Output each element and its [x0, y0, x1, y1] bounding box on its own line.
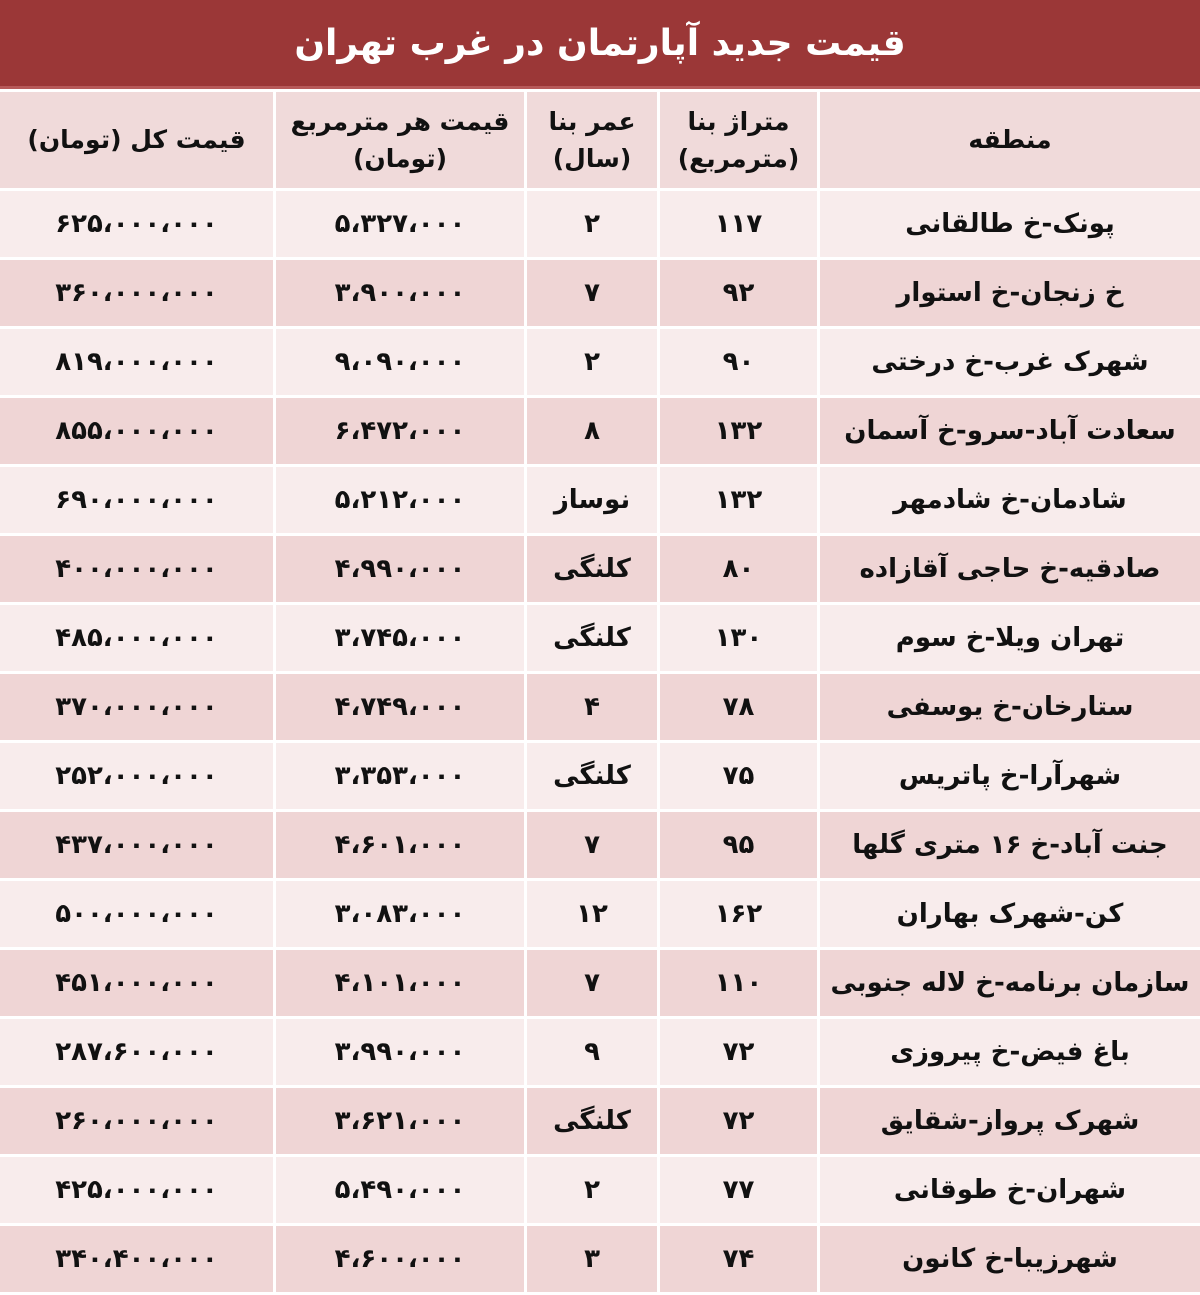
- table-row: [0, 191, 1200, 257]
- cell-price-per-sqm: ۵،۳۲۷،۰۰۰: [276, 191, 524, 257]
- cell-price-per-sqm: ۳،۹۰۰،۰۰۰: [276, 260, 524, 326]
- cell-area: ۷۴: [660, 1226, 817, 1292]
- cell-total-price: ۳۷۰،۰۰۰،۰۰۰: [0, 674, 273, 740]
- cell-price-per-sqm: ۳،۰۸۳،۰۰۰: [276, 881, 524, 947]
- cell-total-price: ۳۴۰،۴۰۰،۰۰۰: [0, 1226, 273, 1292]
- cell-total-price: ۸۱۹،۰۰۰،۰۰۰: [0, 329, 273, 395]
- cell-age: ۷: [527, 812, 657, 878]
- cell-region: باغ فیض-خ پیروزی: [820, 1019, 1200, 1085]
- cell-area: ۱۳۲: [660, 398, 817, 464]
- cell-age: ۲: [527, 1157, 657, 1223]
- table-row: [0, 260, 1200, 326]
- table-row: [0, 329, 1200, 395]
- cell-area: ۱۳۲: [660, 467, 817, 533]
- cell-total-price: ۶۲۵،۰۰۰،۰۰۰: [0, 191, 273, 257]
- cell-total-price: ۲۶۰،۰۰۰،۰۰۰: [0, 1088, 273, 1154]
- cell-price-per-sqm: ۳،۳۵۳،۰۰۰: [276, 743, 524, 809]
- cell-age: ۹: [527, 1019, 657, 1085]
- table-row: [0, 674, 1200, 740]
- cell-price-per-sqm: ۳،۹۹۰،۰۰۰: [276, 1019, 524, 1085]
- cell-price-per-sqm: ۳،۷۴۵،۰۰۰: [276, 605, 524, 671]
- cell-age: ۸: [527, 398, 657, 464]
- table-row: [0, 950, 1200, 1016]
- cell-price-per-sqm: ۴،۶۰۱،۰۰۰: [276, 812, 524, 878]
- cell-region: ستارخان-خ یوسفی: [820, 674, 1200, 740]
- cell-age: کلنگی: [527, 536, 657, 602]
- table-title: قیمت جدید آپارتمان در غرب تهران: [0, 0, 1200, 89]
- table-row: [0, 398, 1200, 464]
- table-row: [0, 1157, 1200, 1223]
- cell-price-per-sqm: ۴،۶۰۰،۰۰۰: [276, 1226, 524, 1292]
- header-total-price: قیمت کل (تومان): [0, 92, 273, 188]
- cell-age: ۳: [527, 1226, 657, 1292]
- table-row: [0, 605, 1200, 671]
- cell-age: ۲: [527, 191, 657, 257]
- cell-region: جنت آباد-خ ۱۶ متری گلها: [820, 812, 1200, 878]
- cell-age: ۱۲: [527, 881, 657, 947]
- cell-total-price: ۶۹۰،۰۰۰،۰۰۰: [0, 467, 273, 533]
- cell-total-price: ۴۳۷،۰۰۰،۰۰۰: [0, 812, 273, 878]
- cell-region: کن-شهرک بهاران: [820, 881, 1200, 947]
- cell-region: خ زنجان-خ استوار: [820, 260, 1200, 326]
- table-row: [0, 536, 1200, 602]
- cell-total-price: ۲۸۷،۶۰۰،۰۰۰: [0, 1019, 273, 1085]
- cell-age: ۷: [527, 260, 657, 326]
- cell-age: ۲: [527, 329, 657, 395]
- cell-region: شهرک پرواز-شقایق: [820, 1088, 1200, 1154]
- cell-age: ۷: [527, 950, 657, 1016]
- table-row: [0, 881, 1200, 947]
- cell-area: ۷۲: [660, 1019, 817, 1085]
- cell-area: ۷۵: [660, 743, 817, 809]
- cell-area: ۸۰: [660, 536, 817, 602]
- cell-region: شادمان-خ شادمهر: [820, 467, 1200, 533]
- header-price-per-sqm: قیمت هر مترمربع (تومان): [276, 92, 524, 188]
- cell-price-per-sqm: ۵،۲۱۲،۰۰۰: [276, 467, 524, 533]
- cell-region: شهرآرا-خ پاتریس: [820, 743, 1200, 809]
- cell-total-price: ۴۰۰،۰۰۰،۰۰۰: [0, 536, 273, 602]
- cell-age: کلنگی: [527, 1088, 657, 1154]
- table-row: [0, 1088, 1200, 1154]
- cell-region: سازمان برنامه-خ لاله جنوبی: [820, 950, 1200, 1016]
- table-row: [0, 467, 1200, 533]
- cell-total-price: ۳۶۰،۰۰۰،۰۰۰: [0, 260, 273, 326]
- cell-area: ۷۷: [660, 1157, 817, 1223]
- cell-age: نوساز: [527, 467, 657, 533]
- cell-price-per-sqm: ۴،۷۴۹،۰۰۰: [276, 674, 524, 740]
- cell-area: ۹۰: [660, 329, 817, 395]
- cell-total-price: ۲۵۲،۰۰۰،۰۰۰: [0, 743, 273, 809]
- cell-region: سعادت آباد-سرو-خ آسمان: [820, 398, 1200, 464]
- cell-area: ۹۵: [660, 812, 817, 878]
- cell-area: ۱۳۰: [660, 605, 817, 671]
- table-row: [0, 1019, 1200, 1085]
- header-region: منطقه: [820, 92, 1200, 188]
- cell-age: کلنگی: [527, 743, 657, 809]
- cell-total-price: ۴۵۱،۰۰۰،۰۰۰: [0, 950, 273, 1016]
- cell-area: ۱۶۲: [660, 881, 817, 947]
- header-age: عمر بنا (سال): [527, 92, 657, 188]
- cell-region: شهرک غرب-خ درختی: [820, 329, 1200, 395]
- cell-price-per-sqm: ۴،۹۹۰،۰۰۰: [276, 536, 524, 602]
- cell-price-per-sqm: ۳،۶۲۱،۰۰۰: [276, 1088, 524, 1154]
- cell-area: ۹۲: [660, 260, 817, 326]
- cell-total-price: ۸۵۵،۰۰۰،۰۰۰: [0, 398, 273, 464]
- table-row: [0, 1226, 1200, 1292]
- header-row: [0, 92, 1200, 188]
- cell-age: کلنگی: [527, 605, 657, 671]
- cell-region: پونک-خ طالقانی: [820, 191, 1200, 257]
- cell-area: ۱۱۰: [660, 950, 817, 1016]
- cell-price-per-sqm: ۹،۰۹۰،۰۰۰: [276, 329, 524, 395]
- cell-price-per-sqm: ۴،۱۰۱،۰۰۰: [276, 950, 524, 1016]
- table-row: [0, 812, 1200, 878]
- cell-area: ۷۲: [660, 1088, 817, 1154]
- cell-area: ۷۸: [660, 674, 817, 740]
- cell-region: تهران ویلا-خ سوم: [820, 605, 1200, 671]
- cell-age: ۴: [527, 674, 657, 740]
- cell-region: شهرزیبا-خ کانون: [820, 1226, 1200, 1292]
- cell-area: ۱۱۷: [660, 191, 817, 257]
- cell-total-price: ۴۸۵،۰۰۰،۰۰۰: [0, 605, 273, 671]
- cell-region: صادقیه-خ حاجی آقازاده: [820, 536, 1200, 602]
- cell-total-price: ۴۲۵،۰۰۰،۰۰۰: [0, 1157, 273, 1223]
- cell-total-price: ۵۰۰،۰۰۰،۰۰۰: [0, 881, 273, 947]
- table-row: [0, 743, 1200, 809]
- price-table: [0, 89, 1200, 1295]
- header-area: متراژ بنا (مترمربع): [660, 92, 817, 188]
- cell-price-per-sqm: ۶،۴۷۲،۰۰۰: [276, 398, 524, 464]
- cell-price-per-sqm: ۵،۴۹۰،۰۰۰: [276, 1157, 524, 1223]
- cell-region: شهران-خ طوقانی: [820, 1157, 1200, 1223]
